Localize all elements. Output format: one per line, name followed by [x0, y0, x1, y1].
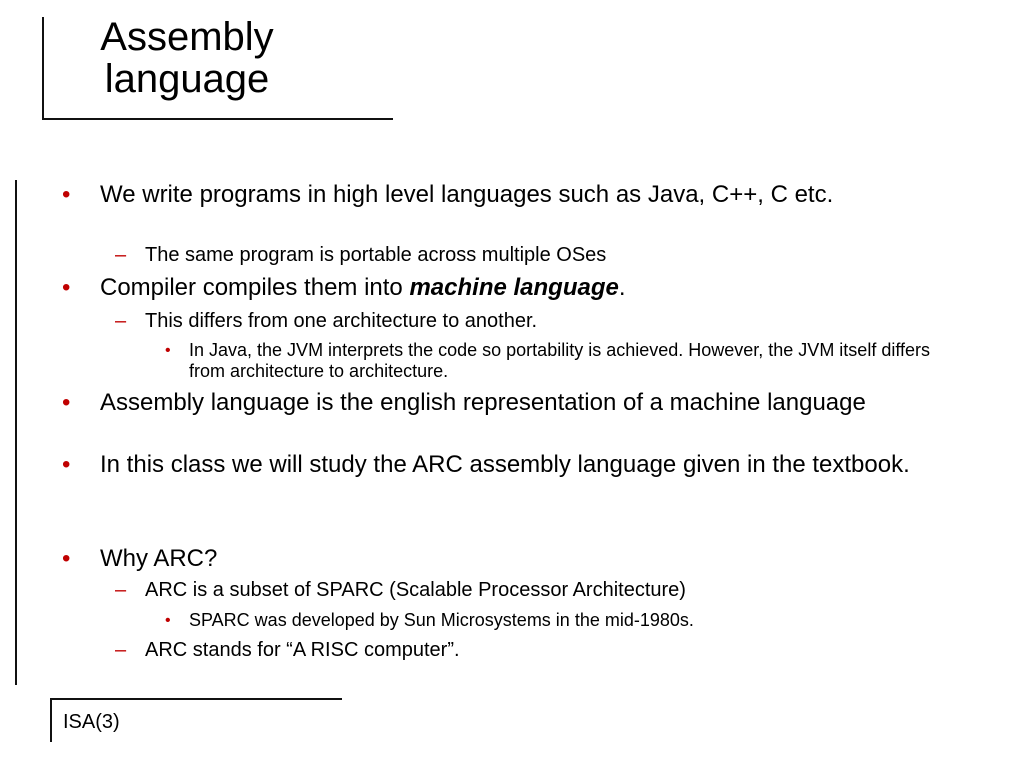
bullet-marker: • — [62, 545, 71, 572]
subsubbullet-sparc-sun — [165, 610, 964, 631]
bullet-text: The same program is portable across multiple OSes — [145, 244, 607, 266]
subbullet-portable — [115, 243, 945, 267]
bullet-marker: • — [62, 451, 71, 478]
bullet-text: In this class we will study the ARC assembly language given in the textbook. — [100, 451, 910, 478]
subbullet-architecture-differs — [115, 309, 945, 333]
bullet-text: In Java, the JVM interprets the code so portability is achieved. However, the JVM itself differs from architecture to architecture. — [189, 340, 931, 381]
dash-marker: – — [115, 310, 127, 332]
bullet-text: This differs from one architecture to another. — [145, 310, 538, 332]
title-line-2: language — [104, 57, 270, 101]
footer-vertical-rule — [50, 700, 52, 742]
bullet-marker: • — [62, 181, 71, 208]
bullet-high-level-languages — [62, 181, 940, 209]
slide-title — [72, 16, 302, 100]
bullet-text-pre: Compiler compiles them into — [100, 274, 410, 301]
bullet-compiler — [62, 274, 940, 302]
dash-marker: – — [115, 244, 127, 266]
bullet-text: SPARC was developed by Sun Microsystems in the mid-1980s. — [189, 610, 694, 630]
subbullet-arc-risc — [115, 638, 945, 662]
footer-label: ISA(3) — [63, 711, 120, 733]
bullet-arc-class — [62, 451, 940, 479]
bullet-assembly-language — [62, 389, 940, 417]
subsubbullet-jvm — [165, 340, 964, 382]
bullet-text: We write programs in high level languages such as Java, C++, C etc. — [100, 181, 834, 208]
bullet-text: ARC stands for “A RISC computer”. — [145, 639, 460, 661]
small-bullet-marker: • — [165, 342, 171, 359]
small-bullet-marker: • — [165, 612, 171, 629]
dash-marker: – — [115, 639, 127, 661]
bullet-text: Why ARC? — [100, 545, 218, 572]
bullet-text: ARC is a subset of SPARC (Scalable Processor Architecture) — [145, 579, 686, 601]
bullet-why-arc — [62, 545, 940, 573]
title-vertical-rule — [42, 17, 44, 118]
bullet-marker: • — [62, 274, 71, 301]
machine-language-emphasis: machine language — [409, 274, 619, 301]
title-horizontal-rule — [42, 118, 393, 120]
subbullet-arc-subset — [115, 578, 945, 602]
dash-marker: – — [115, 579, 127, 601]
bullet-text-post: . — [618, 274, 626, 301]
bullet-marker: • — [62, 389, 71, 416]
footer-horizontal-rule — [50, 698, 342, 700]
content-vertical-rule — [15, 180, 17, 685]
bullet-text: Assembly language is the english representation of a machine language — [100, 389, 866, 416]
title-line-1: Assembly — [100, 15, 274, 59]
